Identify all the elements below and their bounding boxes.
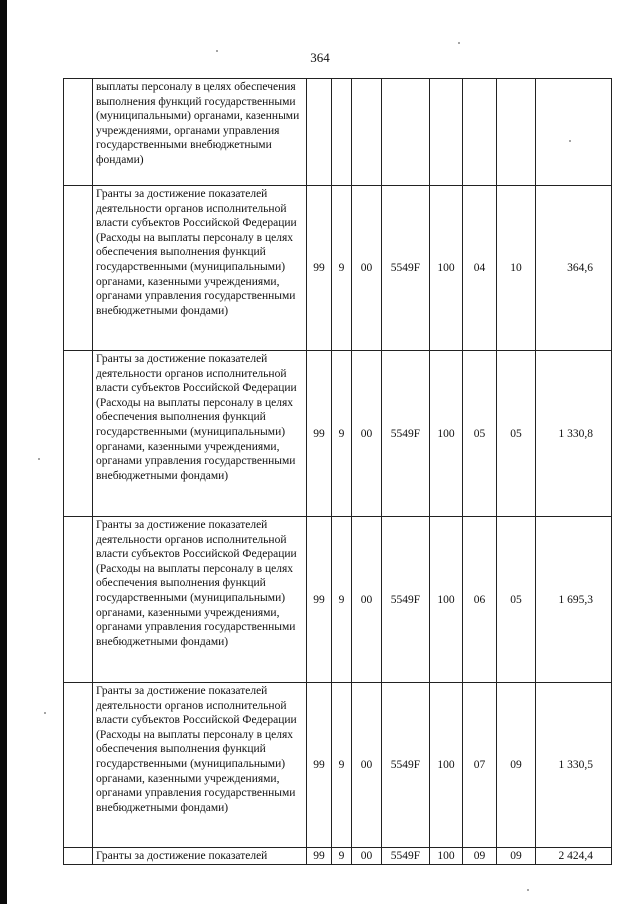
scan-speck xyxy=(569,140,571,142)
scan-speck xyxy=(44,712,46,714)
amount-cell: 1 695,3 xyxy=(536,517,612,683)
table-row xyxy=(64,683,612,848)
subsection-code-cell: 05 xyxy=(497,517,536,683)
amount-cell xyxy=(536,79,612,186)
program-code-cell: 99 xyxy=(307,186,332,351)
expense-type-cell: 100 xyxy=(430,683,463,848)
subprogram-code-cell xyxy=(332,79,352,186)
main-activity-code-cell: 00 xyxy=(352,683,382,848)
section-code-cell: 06 xyxy=(463,517,497,683)
subsection-code-cell: 05 xyxy=(497,351,536,517)
row-number-cell xyxy=(64,79,93,186)
scan-speck xyxy=(458,42,460,44)
direction-code-cell: 5549F xyxy=(382,186,430,351)
amount-cell: 1 330,8 xyxy=(536,351,612,517)
table-row xyxy=(64,186,612,351)
description-cell: Гранты за достижение показателей xyxy=(93,848,307,865)
expense-type-cell: 100 xyxy=(430,517,463,683)
main-activity-code-cell: 00 xyxy=(352,848,382,865)
subsection-code-cell: 10 xyxy=(497,186,536,351)
section-code-cell: 05 xyxy=(463,351,497,517)
main-activity-code-cell xyxy=(352,79,382,186)
row-number-cell xyxy=(64,848,93,865)
program-code-cell: 99 xyxy=(307,517,332,683)
program-code-cell: 99 xyxy=(307,683,332,848)
subprogram-code-cell: 9 xyxy=(332,351,352,517)
table-body xyxy=(64,79,612,865)
table-row xyxy=(64,351,612,517)
subprogram-code-cell: 9 xyxy=(332,848,352,865)
subsection-code-cell: 09 xyxy=(497,848,536,865)
scan-left-edge xyxy=(0,0,7,904)
direction-code-cell xyxy=(382,79,430,186)
page-number: 364 xyxy=(310,50,330,65)
program-code-cell: 99 xyxy=(307,848,332,865)
main-activity-code-cell: 00 xyxy=(352,351,382,517)
program-code-cell xyxy=(307,79,332,186)
direction-code-cell: 5549F xyxy=(382,517,430,683)
direction-code-cell: 5549F xyxy=(382,848,430,865)
scan-speck xyxy=(527,889,529,891)
section-code-cell: 04 xyxy=(463,186,497,351)
description-cell: Гранты за достижение показателей деятельности органов исполнительной власти субъектов Российской Федерации (Расходы на выплаты персоналу в целях обеспечения выполнения функций государственными (муниципальными) органами, казенными учреждениями, органами управления государственными внебюджетными фондами) xyxy=(93,517,307,683)
amount-cell: 2 424,4 xyxy=(536,848,612,865)
row-number-cell xyxy=(64,517,93,683)
amount-cell: 1 330,5 xyxy=(536,683,612,848)
main-activity-code-cell: 00 xyxy=(352,517,382,683)
description-cell: Гранты за достижение показателей деятельности органов исполнительной власти субъектов Российской Федерации (Расходы на выплаты персоналу в целях обеспечения выполнения функций государственными (муниципальными) органами, казенными учреждениями, органами управления государственными внебюджетными фондами) xyxy=(93,683,307,848)
description-cell: Гранты за достижение показателей деятельности органов исполнительной власти субъектов Российской Федерации (Расходы на выплаты персоналу в целях обеспечения выполнения функций государственными (муниципальными) органами, казенными учреждениями, органами управления государственными внебюджетными фондами) xyxy=(93,351,307,517)
row-number-cell xyxy=(64,351,93,517)
table-row xyxy=(64,517,612,683)
budget-table xyxy=(63,78,612,865)
scan-speck xyxy=(216,50,218,52)
row-number-cell xyxy=(64,186,93,351)
expense-type-cell: 100 xyxy=(430,186,463,351)
table-row xyxy=(64,79,612,186)
subsection-code-cell: 09 xyxy=(497,683,536,848)
table-row xyxy=(64,848,612,865)
direction-code-cell: 5549F xyxy=(382,683,430,848)
subprogram-code-cell: 9 xyxy=(332,683,352,848)
direction-code-cell: 5549F xyxy=(382,351,430,517)
subprogram-code-cell: 9 xyxy=(332,517,352,683)
expense-type-cell: 100 xyxy=(430,351,463,517)
expense-type-cell xyxy=(430,79,463,186)
description-cell: выплаты персоналу в целях обеспечения выполнения функций государственными (муниципальными) органами, казенными учреждениями, органами управления государственными внебюджетными фондами) xyxy=(93,79,307,186)
section-code-cell xyxy=(463,79,497,186)
subsection-code-cell xyxy=(497,79,536,186)
section-code-cell: 07 xyxy=(463,683,497,848)
description-cell: Гранты за достижение показателей деятельности органов исполнительной власти субъектов Российской Федерации (Расходы на выплаты персоналу в целях обеспечения выполнения функций государственными (муниципальными) органами, казенными учреждениями, органами управления государственными внебюджетными фондами) xyxy=(93,186,307,351)
main-activity-code-cell: 00 xyxy=(352,186,382,351)
program-code-cell: 99 xyxy=(307,351,332,517)
expense-type-cell: 100 xyxy=(430,848,463,865)
section-code-cell: 09 xyxy=(463,848,497,865)
subprogram-code-cell: 9 xyxy=(332,186,352,351)
amount-cell: 364,6 xyxy=(536,186,612,351)
scan-speck xyxy=(38,458,40,460)
row-number-cell xyxy=(64,683,93,848)
